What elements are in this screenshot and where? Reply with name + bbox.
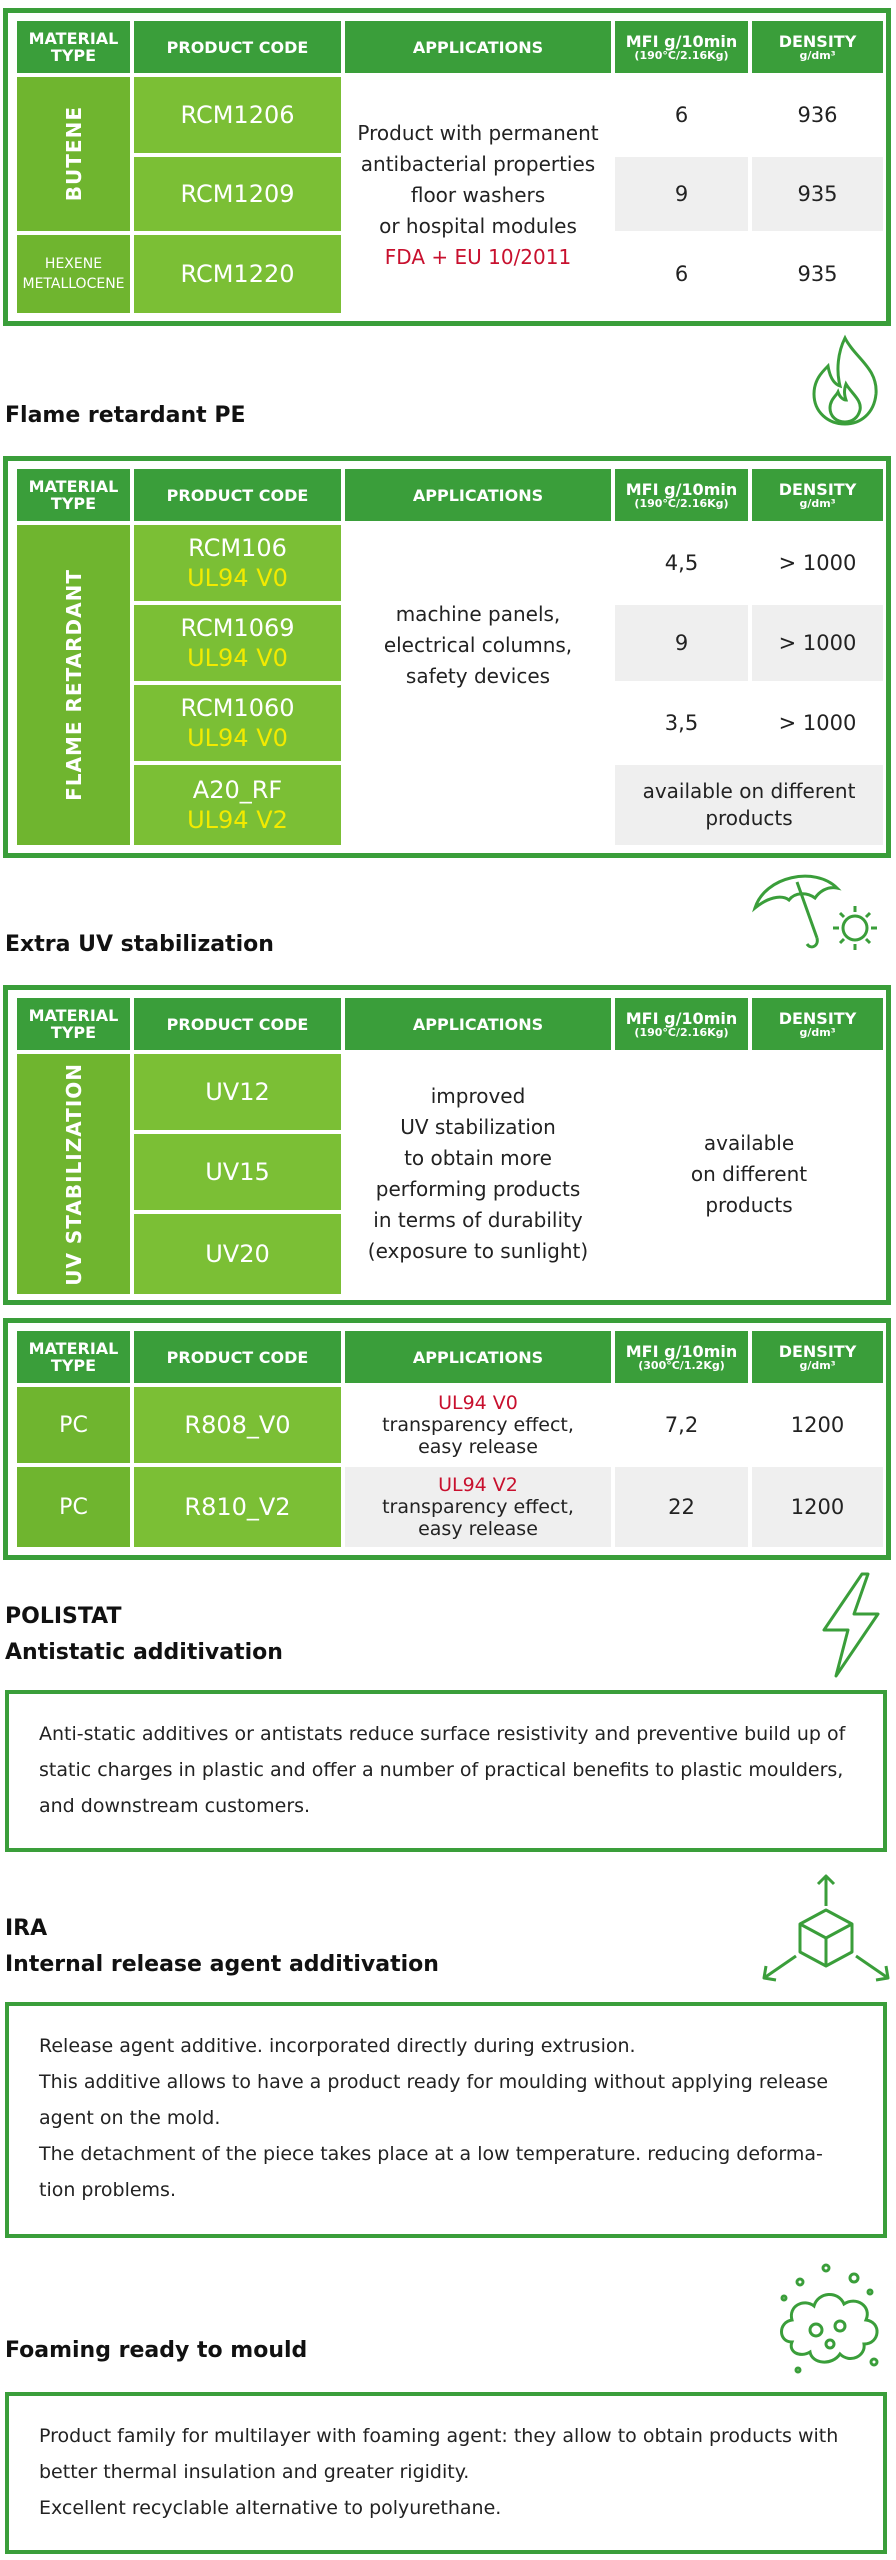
product-code: RCM106 xyxy=(188,534,287,562)
header-material-type xyxy=(17,469,130,521)
foaming-title: Foaming ready to mould xyxy=(5,2338,308,2363)
product-code-cell xyxy=(134,605,341,681)
header-density-unit: g/dm³ xyxy=(799,1358,836,1372)
applications-line: in terms of durability xyxy=(373,1208,583,1232)
header-mfi xyxy=(615,21,748,73)
mfi-value-cell xyxy=(615,685,748,761)
material-flame-retardant xyxy=(17,525,130,845)
uv-table xyxy=(3,985,891,1305)
density-value: > 1000 xyxy=(778,551,857,575)
ul-rating: UL94 V0 xyxy=(187,724,288,752)
applications-line: easy release xyxy=(418,1436,538,1458)
mfi-value-cell xyxy=(615,1467,748,1547)
header-density-unit: g/dm³ xyxy=(799,48,836,62)
ul-rating: UL94 V2 xyxy=(438,1474,518,1496)
applications-line: performing products xyxy=(375,1177,581,1201)
uv-section-title: Extra UV stabilization xyxy=(5,932,274,957)
header-material-type xyxy=(17,998,130,1050)
availability-line: available xyxy=(703,1130,795,1155)
ul-rating: UL94 V2 xyxy=(187,806,288,834)
mfi-value: 7,2 xyxy=(664,1413,699,1437)
foaming-description-line: Product family for multilayer with foaming agent: they allow to obtain products with better thermal insulation and greater rigidity. xyxy=(39,2425,839,2483)
applications-line: transparency effect, xyxy=(382,1496,574,1518)
header-mfi-label: MFI g/10min xyxy=(625,31,738,51)
header-applications-label: APPLICATIONS xyxy=(412,1347,544,1367)
mfi-value: 6 xyxy=(674,103,689,127)
foaming-description-box xyxy=(5,2392,887,2554)
density-value: 935 xyxy=(797,182,838,206)
ira-description-line: The detachment of the piece takes place at a low temperature. reducing deforma-tion problems. xyxy=(39,2143,823,2201)
header-applications xyxy=(345,469,611,521)
availability-line: on different xyxy=(690,1161,808,1186)
foaming-description-line: Excellent recyclable alternative to polyurethane. xyxy=(39,2497,502,2519)
header-material-type-label: MATERIAL TYPE xyxy=(28,1006,119,1042)
mfi-value-cell xyxy=(615,525,748,601)
header-product-code-label: PRODUCT CODE xyxy=(166,485,309,505)
ira-description-line: Release agent additive. incorporated directly during extrusion. xyxy=(39,2035,636,2057)
header-density xyxy=(752,21,883,73)
polistat-title: POLISTAT xyxy=(5,1604,122,1629)
applications-cell xyxy=(345,1387,611,1463)
header-applications xyxy=(345,1331,611,1383)
antistatic-title: Antistatic additivation xyxy=(5,1640,283,1665)
product-code: R810_V2 xyxy=(184,1493,291,1521)
header-density-label: DENSITY xyxy=(778,479,857,499)
product-code: RCM1220 xyxy=(180,260,295,288)
product-code: UV20 xyxy=(205,1240,270,1268)
mfi-value-cell xyxy=(615,77,748,153)
product-code: A20_RF xyxy=(192,776,283,804)
header-density xyxy=(752,998,883,1050)
applications-line: transparency effect, xyxy=(382,1414,574,1436)
certification-label: FDA + EU 10/2011 xyxy=(384,244,572,269)
density-value-cell xyxy=(752,605,883,681)
applications-line: floor washers xyxy=(410,182,546,207)
availability-text: available on different products xyxy=(642,779,856,830)
product-code-cell xyxy=(134,235,341,313)
flame-retardant-table xyxy=(3,456,891,858)
applications-cell xyxy=(345,77,611,313)
header-product-code xyxy=(134,998,341,1050)
mfi-value: 4,5 xyxy=(664,551,699,575)
applications-line: safety devices xyxy=(405,663,551,688)
product-code: RCM1209 xyxy=(180,180,295,208)
material-pc-label: PC xyxy=(59,1494,88,1520)
density-value: 936 xyxy=(797,103,838,127)
header-material-type xyxy=(17,21,130,73)
product-code-cell xyxy=(134,1134,341,1210)
ul-rating: UL94 V0 xyxy=(187,564,288,592)
density-value-cell xyxy=(752,157,883,231)
material-uv-stabilization xyxy=(17,1054,130,1294)
mfi-value: 3,5 xyxy=(664,711,699,735)
header-density-label: DENSITY xyxy=(778,1341,857,1361)
material-pc xyxy=(17,1387,130,1463)
applications-cell xyxy=(345,1467,611,1547)
product-code-cell xyxy=(134,1467,341,1547)
header-density-label: DENSITY xyxy=(778,31,857,51)
material-uv-label: UV STABILIZATION xyxy=(61,1062,86,1286)
lightning-icon xyxy=(810,1570,890,1680)
density-value: > 1000 xyxy=(778,711,857,735)
header-mfi-label: MFI g/10min xyxy=(625,1008,738,1028)
header-mfi-conditions: (300°C/1.2Kg) xyxy=(638,1358,725,1372)
applications-line: to obtain more xyxy=(404,1146,552,1170)
availability-line: products xyxy=(705,1192,793,1217)
product-code-cell xyxy=(134,1054,341,1130)
header-applications xyxy=(345,21,611,73)
header-density xyxy=(752,1331,883,1383)
header-material-type-label: MATERIAL TYPE xyxy=(28,29,119,65)
applications-cell xyxy=(345,525,611,765)
header-applications-label: APPLICATIONS xyxy=(412,485,544,505)
pc-table xyxy=(3,1318,891,1560)
density-value-cell xyxy=(752,685,883,761)
flame-section-title: Flame retardant PE xyxy=(5,403,246,428)
ul-rating: UL94 V0 xyxy=(187,644,288,672)
mfi-value: 9 xyxy=(674,182,689,206)
mfi-value-cell xyxy=(615,157,748,231)
mfi-value: 6 xyxy=(674,262,689,286)
mfi-value-cell xyxy=(615,235,748,313)
foam-cloud-icon xyxy=(770,2252,890,2382)
density-value-cell xyxy=(752,1387,883,1463)
density-value-cell xyxy=(752,235,883,313)
ira-title: IRA xyxy=(5,1916,48,1941)
mfi-value-cell xyxy=(615,1387,748,1463)
density-value: 1200 xyxy=(790,1495,845,1519)
density-value-cell xyxy=(752,525,883,601)
cube-arrows-icon xyxy=(756,1872,896,1992)
product-code-cell xyxy=(134,525,341,601)
material-butene xyxy=(17,77,130,231)
header-material-type-label: MATERIAL TYPE xyxy=(28,1339,119,1375)
product-code-cell xyxy=(134,1214,341,1294)
product-code-cell xyxy=(134,77,341,153)
header-mfi-conditions: (190°C/2.16Kg) xyxy=(634,1025,729,1039)
header-product-code-label: PRODUCT CODE xyxy=(166,1014,309,1034)
material-pc xyxy=(17,1467,130,1547)
header-product-code-label: PRODUCT CODE xyxy=(166,37,309,57)
density-value: > 1000 xyxy=(778,631,857,655)
header-mfi xyxy=(615,998,748,1050)
material-butene-label: BUTENE xyxy=(61,106,86,202)
header-applications-label: APPLICATIONS xyxy=(412,1014,544,1034)
material-flame-retardant-label: FLAME RETARDANT xyxy=(61,569,86,801)
applications-line: (exposure to sunlight) xyxy=(367,1239,589,1263)
applications-line: improved xyxy=(430,1084,526,1108)
product-code: RCM1060 xyxy=(180,694,295,722)
header-density-label: DENSITY xyxy=(778,1008,857,1028)
header-product-code xyxy=(134,1331,341,1383)
header-product-code xyxy=(134,469,341,521)
product-code-cell xyxy=(134,157,341,231)
header-density-unit: g/dm³ xyxy=(799,1025,836,1039)
header-density xyxy=(752,469,883,521)
polistat-description: Anti-static additives or antistats reduce surface resistivity and preventive build up of static charges in plastic and offer a number of practical benefits to plastic moulders, and downstream customers. xyxy=(39,1723,846,1817)
density-value-cell xyxy=(752,1467,883,1547)
density-value-cell xyxy=(752,77,883,153)
density-value: 935 xyxy=(797,262,838,286)
applications-cell xyxy=(345,1054,611,1294)
header-applications xyxy=(345,998,611,1050)
applications-line: antibacterial properties xyxy=(360,151,596,176)
product-code: UV15 xyxy=(205,1158,270,1186)
applications-line: machine panels, xyxy=(395,601,561,626)
mfi-value: 22 xyxy=(668,1495,695,1519)
header-mfi-conditions: (190°C/2.16Kg) xyxy=(634,48,729,62)
material-pc-label: PC xyxy=(59,1412,88,1438)
ira-subtitle: Internal release agent additivation xyxy=(5,1952,439,1977)
ira-description-box xyxy=(5,2002,887,2238)
butene-table xyxy=(3,8,891,326)
mfi-value: 9 xyxy=(674,631,689,655)
density-value: 1200 xyxy=(790,1413,845,1437)
product-code-cell xyxy=(134,1387,341,1463)
polistat-description-box xyxy=(5,1690,887,1852)
availability-cell xyxy=(615,765,883,845)
header-material-type-label: MATERIAL TYPE xyxy=(28,477,119,513)
applications-line: UV stabilization xyxy=(400,1115,556,1139)
product-code: R808_V0 xyxy=(184,1411,291,1439)
umbrella-sun-icon xyxy=(745,858,895,958)
product-code-cell xyxy=(134,685,341,761)
header-mfi-label: MFI g/10min xyxy=(625,1341,738,1361)
header-applications-label: APPLICATIONS xyxy=(412,37,544,57)
header-product-code xyxy=(134,21,341,73)
header-mfi-conditions: (190°C/2.16Kg) xyxy=(634,496,729,510)
product-code: RCM1069 xyxy=(180,614,295,642)
ul-rating: UL94 V0 xyxy=(438,1392,518,1414)
flame-icon xyxy=(800,330,890,430)
mfi-value-cell xyxy=(615,605,748,681)
product-code-cell xyxy=(134,765,341,845)
product-code: RCM1206 xyxy=(180,101,295,129)
header-product-code-label: PRODUCT CODE xyxy=(166,1347,309,1367)
material-hexene-label: HEXENE METALLOCENE xyxy=(22,256,125,292)
availability-cell xyxy=(615,1054,883,1294)
applications-line: or hospital modules xyxy=(379,213,577,238)
material-hexene xyxy=(17,235,130,313)
header-mfi-label: MFI g/10min xyxy=(625,479,738,499)
ira-description-line: This additive allows to have a product ready for moulding without applying release agent on the mold. xyxy=(39,2071,829,2129)
header-density-unit: g/dm³ xyxy=(799,496,836,510)
product-code: UV12 xyxy=(205,1078,270,1106)
applications-line: electrical columns, xyxy=(383,632,573,657)
applications-line: Product with permanent xyxy=(357,120,599,145)
header-mfi xyxy=(615,1331,748,1383)
header-mfi xyxy=(615,469,748,521)
applications-line: easy release xyxy=(418,1518,538,1540)
header-material-type xyxy=(17,1331,130,1383)
